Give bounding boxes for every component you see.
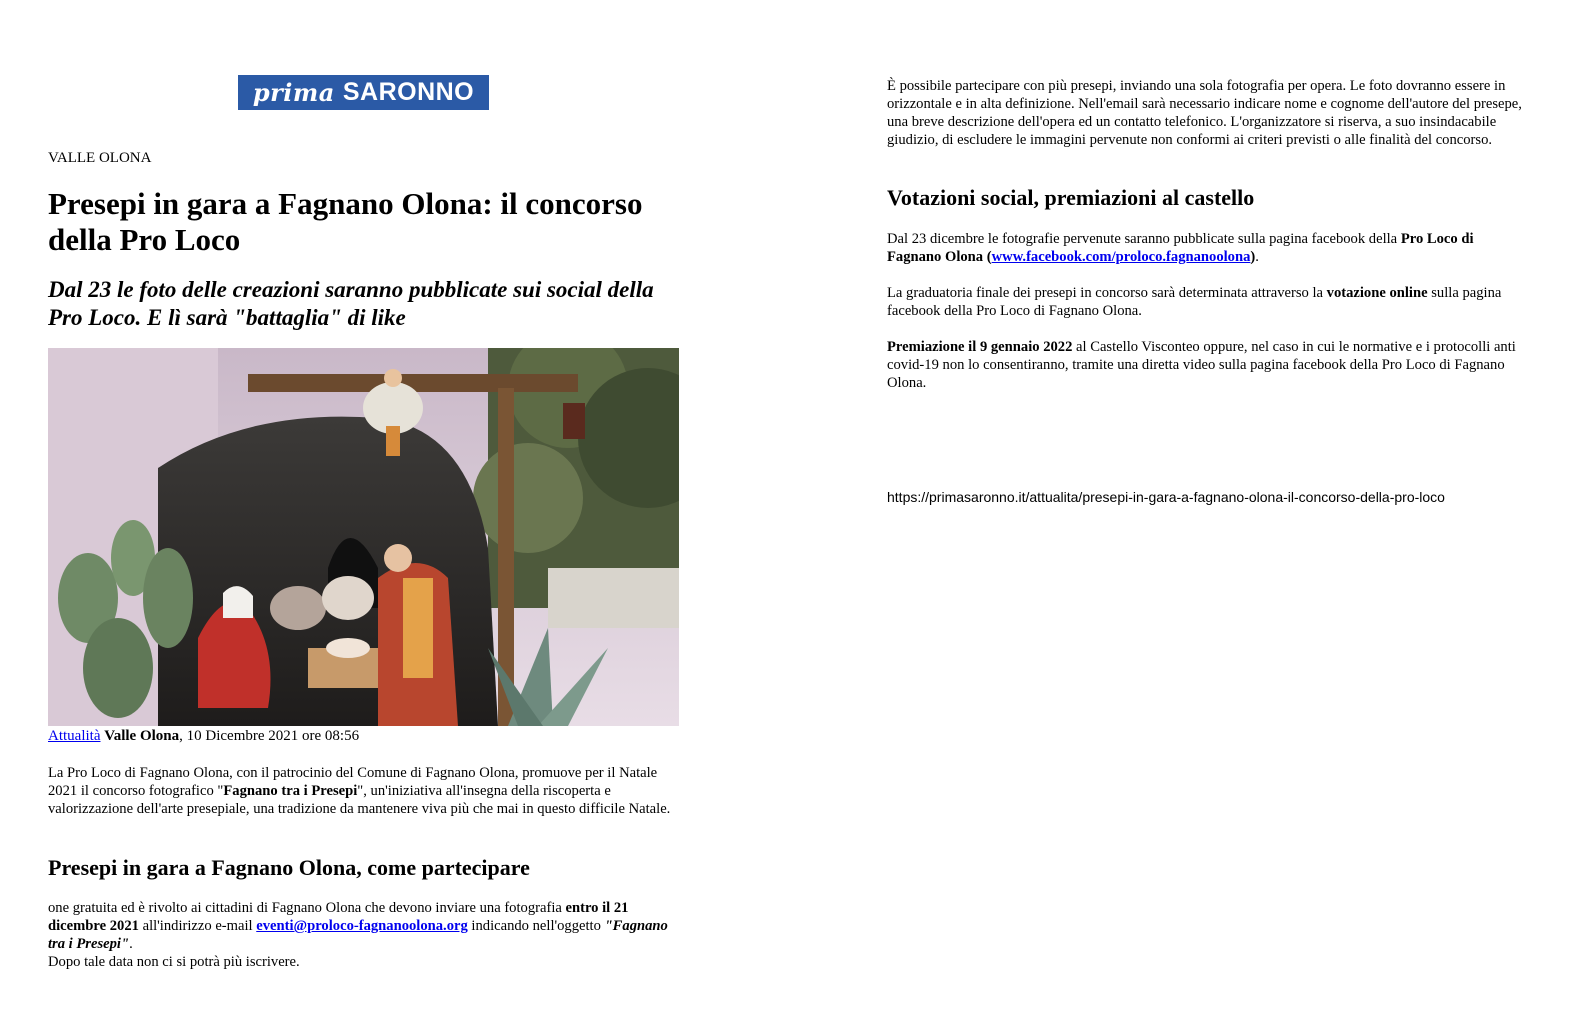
right-paragraph-4 [887,338,1517,392]
r3-bold-1: votazione online [1326,285,1428,301]
right-paragraph-2 [887,230,1517,266]
part-text-4: . [129,936,133,952]
part-text-2: all'indirizzo e-mail [138,918,257,934]
r3-text-1: La graduatoria finale dei presepi in concorso sarà determinata attraverso la [887,285,1327,301]
part-text-5: Dopo tale data non ci si potrà più iscrivere. [48,954,300,970]
section-heading-votazioni: Votazioni social, premiazioni al castello [887,185,1255,210]
r4-bold-1: Premiazione il 9 gennaio 2022 [887,339,1073,355]
right-paragraph-1: È possibile partecipare con più presepi, inviando una sola fotografia per opera. Le foto dovranno essere in orizzontale e in alta definizione. Nell'email sarà necessario indicare nome e cognome dell'autore del presepe, una breve descrizione dell'opera ed un contatto telefonico. L'organizzatore si riserva, a suo insindacabile giudizio, di escludere le immagini pervenute non conformi ai criteri previsti o alle finalità del concorso. [887,78,1522,148]
intro-text-2: ", un'iniziativa all'insegna della riscoperta e valorizzazione dell'arte presepiale, una tradizione da mantenere viva più che mai in questo difficile Natale. [48,783,671,817]
logo-city-text: SARONNO [342,78,475,106]
part-subject: "Fagnano tra i Presepi" [48,918,668,952]
site-logo[interactable] [238,75,489,110]
logo-prima-text: prima [252,78,335,107]
part-text-3: indicando nell'oggetto [467,918,605,934]
meta-date: , 10 Dicembre 2021 ore 08:56 [179,728,360,744]
section-heading-partecipare: Presepi in gara a Fagnano Olona, come partecipare [48,855,530,880]
article-subtitle: Dal 23 le foto delle creazioni saranno pubblicate sui social della Pro Loco. E lì sarà "battaglia" di like [48,277,654,330]
nativity-illustration [48,348,679,726]
nativity-scene-photo [48,348,679,726]
part-text-1: one gratuita ed è rivolto ai cittadini di Fagnano Olona che devono inviare una fotografia [48,900,566,916]
r2-text-2: . [1255,249,1259,265]
intro-text-1: La Pro Loco di Fagnano Olona, con il patrocinio del Comune di Fagnano Olona, promuove per il Natale 2021 il concorso fotografico " [48,765,658,799]
source-url: https://primasaronno.it/attualita/presepi-in-gara-a-fagnano-olona-il-concorso-della-pro-loco [887,489,1445,505]
section-kicker: VALLE OLONA [48,150,152,166]
r4-text-1: al Castello Visconteo oppure, nel caso in cui le normative e i protocolli anti covid-19 non lo consentiranno, tramite una diretta video sulla pagina facebook della Pro Loco di Fagnano Olona. [887,339,1516,391]
r2-text-1: Dal 23 dicembre le fotografie pervenute saranno pubblicate sulla pagina facebook della [887,231,1401,247]
participation-paragraph [48,899,688,971]
right-paragraph-3 [887,284,1517,320]
article-title: Presepi in gara a Fagnano Olona: il concorso della Pro Loco [48,186,643,257]
r3-text-2: sulla pagina facebook della Pro Loco di Fagnano Olona. [887,285,1502,319]
category-link[interactable]: Attualità [48,728,101,744]
r2-bold-2: ) [1250,249,1256,265]
facebook-link[interactable]: www.facebook.com/proloco.fagnanoolona [991,249,1251,265]
meta-location: Valle Olona [104,728,180,744]
intro-bold-1: Fagnano tra i Presepi [223,783,358,799]
email-link[interactable]: eventi@proloco-fagnanoolona.org [256,918,468,934]
intro-paragraph [48,764,678,818]
article-meta [48,727,359,745]
part-deadline: entro il 21 dicembre 2021 [48,900,629,934]
r2-bold-1: Pro Loco di Fagnano Olona ( [887,231,1474,265]
